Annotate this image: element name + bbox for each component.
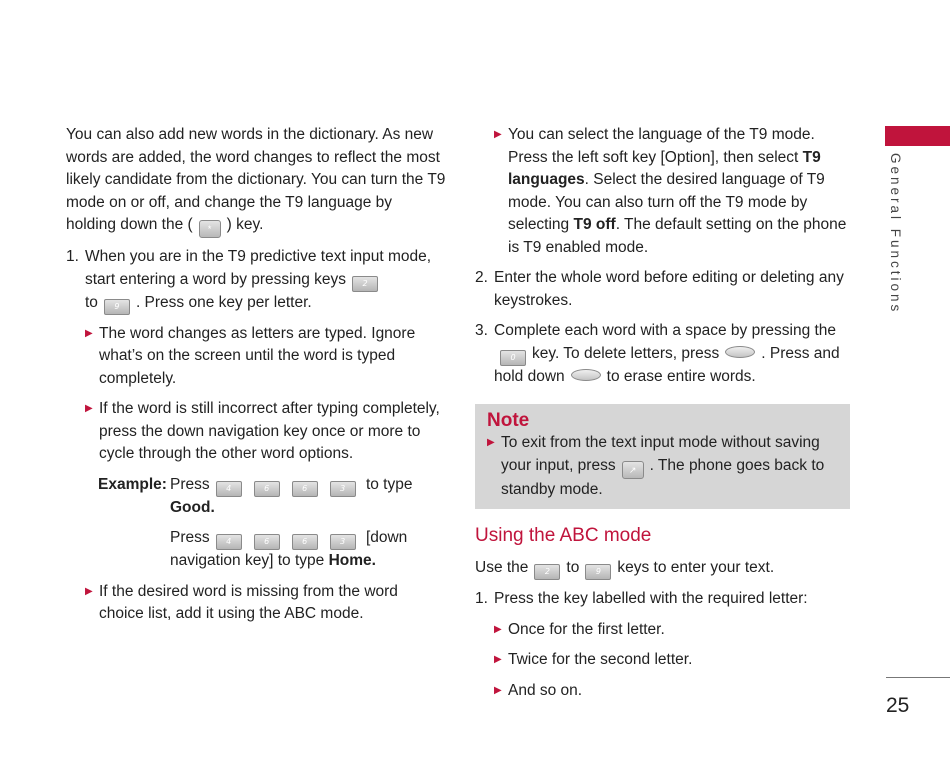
example-good-body bbox=[170, 474, 446, 520]
note-title: Note bbox=[487, 410, 530, 431]
step-number: 2. bbox=[475, 269, 488, 286]
step-1-part-c: . Press one key per letter. bbox=[135, 293, 312, 311]
abc-step-1 bbox=[475, 588, 850, 611]
left-column bbox=[66, 124, 446, 634]
key-2-icon: 2 bbox=[534, 564, 560, 580]
bullet-word-missing bbox=[85, 581, 446, 626]
page-rule bbox=[886, 677, 950, 678]
example-press: Press bbox=[170, 529, 210, 546]
key-0-icon: 0 bbox=[500, 350, 526, 366]
intro-text: You can also add new words in the dictionary. As new words are added, the word changes to reflect the most likely candidate from the dictionary. You can turn the T9 mode on or off, and change the T9 language by holding down the ( bbox=[66, 126, 446, 233]
page-number: 25 bbox=[886, 694, 910, 717]
example-good bbox=[98, 474, 446, 520]
step-number: 3. bbox=[475, 322, 488, 339]
bullet-text: Twice for the second letter. bbox=[508, 651, 693, 668]
bullet-text: If the word is still incorrect after typing completely, press the down navigation key once or more to cycle through the other word options. bbox=[99, 400, 440, 462]
use-part-b: to bbox=[566, 559, 580, 576]
bullet-text: And so on. bbox=[508, 681, 583, 699]
abc-step-1-text: Press the key labelled with the required letter: bbox=[494, 590, 808, 607]
step-3-part-b: key. To delete letters, press bbox=[532, 344, 720, 362]
step-number: 1. bbox=[66, 248, 79, 265]
bullet-triangle-icon: ▶ bbox=[494, 684, 502, 696]
abc-bullet-second bbox=[494, 649, 850, 672]
bullet-triangle-icon: ▶ bbox=[494, 623, 502, 635]
key-6-icon: 6 bbox=[254, 481, 280, 497]
bullet-text: If the desired word is missing from the word choice list, add it using the ABC mode. bbox=[99, 582, 398, 622]
example-home-body bbox=[170, 527, 446, 573]
bullet-triangle-icon: ▶ bbox=[85, 585, 93, 597]
bullet-text: The word changes as letters are typed. Ignore what’s on the screen until the word is typed completely. bbox=[99, 324, 416, 387]
note-bullet bbox=[487, 432, 838, 501]
clear-key-icon bbox=[571, 369, 601, 381]
bullet-language-text bbox=[508, 124, 850, 259]
step-3-part-a: Complete each word with a space by pressing the bbox=[494, 322, 837, 339]
key-4-icon: 4 bbox=[216, 481, 242, 497]
example-word-good: Good. bbox=[170, 498, 215, 516]
right-column bbox=[475, 124, 850, 710]
note-box bbox=[475, 404, 850, 509]
example-word-home: Home. bbox=[328, 552, 376, 569]
end-key-icon: ↗ bbox=[622, 461, 644, 479]
lang-part-e: . The default setting on the phone is T9 enabled mode. bbox=[508, 216, 847, 256]
step-2 bbox=[475, 267, 850, 312]
star-key-icon: * bbox=[199, 220, 221, 238]
clear-key-icon bbox=[725, 346, 755, 358]
bullet-triangle-icon: ▶ bbox=[85, 403, 93, 414]
note-part-b: . The phone goes back to standby mode. bbox=[501, 456, 825, 498]
bullet-text: Once for the first letter. bbox=[508, 620, 665, 638]
key-4-icon: 4 bbox=[216, 534, 242, 550]
bullet-triangle-icon: ▶ bbox=[487, 437, 495, 448]
bullet-triangle-icon: ▶ bbox=[494, 654, 502, 665]
step-1 bbox=[66, 246, 446, 315]
step-2-text: Enter the whole word before editing or deleting any keystrokes. bbox=[494, 269, 844, 309]
step-3-part-c: . Press and hold down bbox=[494, 344, 840, 385]
key-3-icon: 3 bbox=[330, 534, 356, 550]
step-1-part-b: to bbox=[85, 293, 98, 311]
step-3 bbox=[475, 320, 850, 388]
note-text bbox=[501, 432, 838, 501]
abc-bullet-so-on bbox=[494, 680, 850, 703]
lang-t9-languages: T9 languages bbox=[508, 148, 821, 188]
step-1-part-a: When you are in the T9 predictive text input mode, start entering a word by pressing keys bbox=[85, 248, 432, 288]
key-9-icon: 9 bbox=[585, 564, 611, 580]
bullet-still-incorrect bbox=[85, 398, 446, 466]
step-1-text bbox=[85, 246, 446, 315]
note-part-a: To exit from the text input mode without saving your input, press bbox=[501, 434, 820, 474]
intro-end-text: ) key. bbox=[226, 216, 264, 233]
intro-paragraph bbox=[66, 124, 446, 238]
example-to-type: to type bbox=[365, 475, 413, 493]
example-label: Example: bbox=[98, 475, 167, 493]
use-part-a: Use the bbox=[475, 559, 529, 576]
lang-t9-off: T9 off bbox=[573, 216, 616, 233]
key-6-icon: 6 bbox=[292, 534, 318, 550]
step-number: 1. bbox=[475, 590, 488, 607]
example-press: Press bbox=[170, 475, 210, 493]
step-3-text bbox=[494, 320, 850, 388]
section-tab bbox=[885, 126, 950, 146]
key-6-icon: 6 bbox=[292, 481, 318, 497]
key-3-icon: 3 bbox=[330, 481, 356, 497]
step-3-part-d: to erase entire words. bbox=[606, 367, 756, 385]
key-2-icon: 2 bbox=[352, 276, 378, 292]
key-9-icon: 9 bbox=[104, 299, 130, 315]
use-keys-line bbox=[475, 557, 850, 580]
section-heading: Using the ABC mode bbox=[475, 525, 652, 546]
bullet-triangle-icon: ▶ bbox=[85, 327, 93, 339]
lang-part-a: You can select the language of the T9 mode. Press the left soft key [Option], then select bbox=[508, 126, 815, 166]
example-home bbox=[98, 527, 446, 573]
key-6-icon: 6 bbox=[254, 534, 280, 550]
abc-bullet-first bbox=[494, 619, 850, 642]
bullet-select-language bbox=[494, 124, 850, 259]
bullet-word-changes bbox=[85, 323, 446, 391]
lang-part-c: . Select the desired language of T9 mode. You can also turn off the T9 mode by selecting bbox=[508, 171, 825, 233]
example-label-spacer bbox=[98, 527, 170, 573]
use-part-c: keys to enter your text. bbox=[617, 559, 775, 576]
example-nav-text: [down navigation key] to type bbox=[170, 529, 408, 569]
bullet-triangle-icon: ▶ bbox=[494, 129, 502, 140]
section-label: General Functions bbox=[888, 153, 903, 315]
